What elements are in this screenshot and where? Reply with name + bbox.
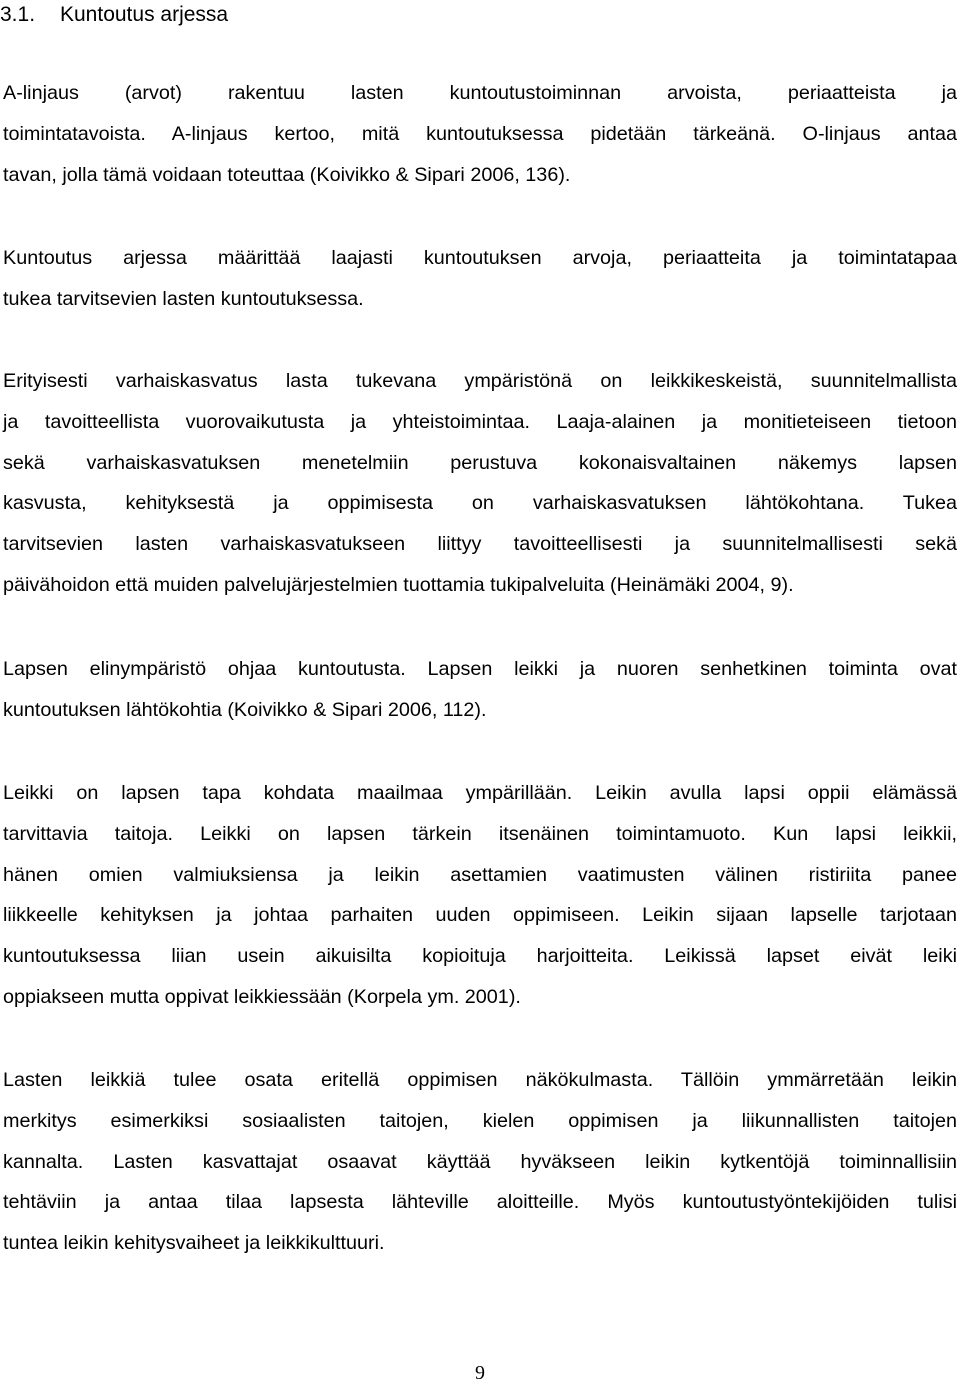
section-title: Kuntoutus arjessa [60,3,229,26]
paragraph-line: sekä varhaiskasvatuksen menetelmiin perustuva kokonaisvaltainen näkemys lapsen [3,451,957,474]
paragraph-line: Erityisesti varhaiskasvatus lasta tukevana ympäristönä on leikkikeskeistä, suunnitelmallista [3,370,957,392]
section-number: 3.1. [0,3,36,26]
paragraph-line: oppiakseen mutta oppivat leikkiessään (Korpela ym. 2001). [3,985,521,1008]
paragraph [3,238,957,320]
paragraph-line: tukea tarvitsevien lasten kuntoutuksessa. [3,287,364,310]
paragraph-line: päivähoidon että muiden palvelujärjestelmien tuottamia tukipalveluita (Heinämäki 2004, 9). [3,573,794,596]
paragraph-line: A-linjaus (arvot) rakentuu lasten kuntoutustoiminnan arvoista, periaatteista ja [3,82,957,104]
paragraph-line: toimintatavoista. A-linjaus kertoo, mitä kuntoutuksessa pidetään tärkeänä. O-linjaus antaa [3,122,957,145]
paragraph-line: tuntea leikin kehitysvaiheet ja leikkikulttuuri. [3,1232,385,1255]
paragraph-line: Lasten leikkiä tulee osata eritellä oppimisen näkökulmasta. Tällöin ymmärretään leikin [3,1069,957,1091]
paragraph-line: tarvitsevien lasten varhaiskasvatukseen liittyy tavoitteellisesti ja suunnitelmallisesti sekä [3,533,957,556]
paragraph [3,361,957,606]
paragraph-line: Kuntoutus arjessa määrittää laajasti kuntoutuksen arvoja, periaatteita ja toimintatapaa [3,247,957,269]
paragraph [3,649,957,731]
paragraph-line: kuntoutuksen lähtökohtia (Koivikko & Sipari 2006, 112). [3,698,487,721]
paragraph-line: merkitys esimerkiksi sosiaalisten taitojen, kielen oppimisen ja liikunnallisten taitojen [3,1109,957,1132]
paragraph-line: kannalta. Lasten kasvattajat osaavat käyttää hyväkseen leikin kytkentöjä toiminnallisiin [3,1150,957,1173]
section-heading [0,0,228,30]
paragraph [3,73,957,195]
paragraph-line: liikkeelle kehityksen ja johtaa parhaiten uuden oppimiseen. Leikin sijaan lapselle tarjotaan [3,904,957,927]
paragraph-line: Lapsen elinympäristö ohjaa kuntoutusta. Lapsen leikki ja nuoren senhetkinen toiminta ovat [3,658,957,680]
paragraph-line: kuntoutuksessa liian usein aikuisilta kopioituja harjoitteita. Leikissä lapset eivät leiki [3,945,957,968]
paragraph [3,773,957,1018]
paragraph-line: ja tavoitteellista vuorovaikutusta ja yhteistoimintaa. Laaja-alainen ja monitieteiseen tietoon [3,410,957,433]
paragraph-line: tavan, jolla tämä voidaan toteuttaa (Koivikko & Sipari 2006, 136). [3,163,571,186]
paragraph-line: kasvusta, kehityksestä ja oppimisesta on varhaiskasvatuksen lähtökohtana. Tukea [3,492,957,515]
paragraph-line: Leikki on lapsen tapa kohdata maailmaa ympärillään. Leikin avulla lapsi oppii elämässä [3,782,957,804]
paragraph-line: tarvittavia taitoja. Leikki on lapsen tärkein itsenäinen toimintamuoto. Kun lapsi leikkii, [3,822,957,845]
paragraph-line: hänen omien valmiuksiensa ja leikin asettamien vaatimusten välinen ristiriita panee [3,863,957,886]
paragraph [3,1060,957,1264]
page-number: 9 [475,1362,485,1384]
paragraph-line: tehtäviin ja antaa tilaa lapsesta lähteville aloitteille. Myös kuntoutustyöntekijöiden tulisi [3,1191,957,1214]
